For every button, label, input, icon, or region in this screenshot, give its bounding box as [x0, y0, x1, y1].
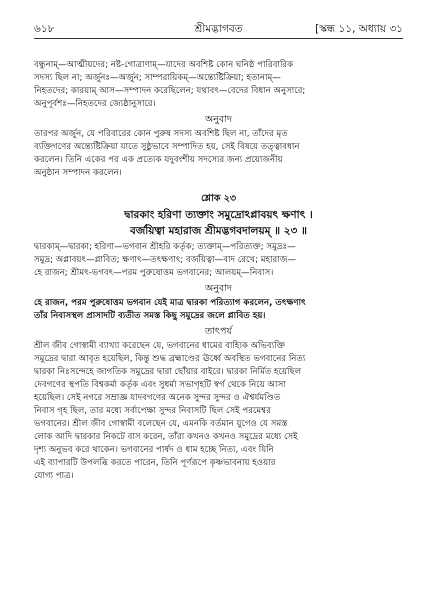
translation-line: ব্যক্তিগণের অন্ত্যেষ্টিক্রিয়া যাতে সুষ্ঠুভাবে সম্পাদিত হয়, সেই বিষয়ে তত্ত্বাবধান: [34, 142, 300, 152]
canto-chapter-label: [স্কন্ধ ১১, অধ্যায় ৩১: [315, 23, 403, 35]
verse-number: শ্লোক ২৩: [200, 193, 237, 204]
synonyms-line: সদস্য ছিল না; অর্জুনঃ—অর্জুন; সাম্পরায়িকম্—অন্ত্যেষ্টিক্রিয়া; হতানাম্—: [34, 73, 281, 83]
purport-line: দেবগণের স্থপতি বিশ্বকর্মা কর্তৃক এবং সুধর্মা সভাগৃহটি স্বর্গ থেকে নিয়ে আসা: [34, 380, 286, 390]
purport-line: লোক আদি দ্বারকার নিকটে বাস করেন, তাঁরা কখনও কখনও সমুদ্রের মধ্যে সেই: [34, 432, 298, 442]
synonyms-section-2: [34, 241, 403, 280]
purport-line: দ্বারকা নিঃসন্দেহে জাগতিক সমুদ্রের দ্বারা ছোঁয়ার বাইরে। দ্বারকা নির্মিত হয়েছিল: [34, 367, 302, 377]
purport-line: যোগ্য পাত্র।: [34, 471, 74, 481]
translation-line: করলেন। তিনি একের পর এক প্রত্যেক যদুবংশীয় সদস্যের জন্য প্রয়োজনীয়: [34, 155, 283, 165]
purport-line: সমুদ্রের দ্বারা আবৃত হয়েছিল, কিন্তু শুদ্ধ ব্রহ্মাণ্ডের ঊর্ধ্বে অবস্থিত ভগবানের নিত্য: [34, 354, 306, 364]
verse-line: বর্জয়িত্বা মহারাজ শ্রীমদ্ভগবদালয়ম্ ॥ ২৩ ॥: [130, 225, 307, 237]
translation-line: তারপর অর্জুন, যে পরিবারের কোন পুরুষ সদস্য অবশিষ্ট ছিল না, তাঁদের মৃত: [34, 129, 288, 139]
translation-section-1: [34, 128, 403, 180]
synonyms-line: অনুপূর্বশঃ—নিহতদের জ্যেষ্ঠানুসারে।: [34, 99, 156, 109]
translation-heading: অনুবাদ: [205, 114, 232, 125]
purport-line: শ্রীল জীব গোস্বামী ব্যাখ্যা করেছেন যে, ভগবানের ধামের বাহ্যিক অভিব্যক্তি: [34, 341, 285, 351]
book-title: শ্রীমদ্ভাগবত: [194, 23, 243, 35]
purport-line: এই ব্যাপারটি উপলব্ধি করতে পারেন, তিনি পূর্ণরূপে কৃষ্ণভাবনায় হওয়ার: [34, 458, 276, 468]
synonyms-line: সমুদ্র; অপ্লাবয়ৎ—প্লাবিত; ক্ষণাৎ—তৎক্ষণাৎ; বর্জয়িত্বা—বাদ রেখে; মহারাজ—: [34, 255, 296, 265]
verse-text: [34, 207, 403, 239]
synonyms-line: দ্বারকাম্—দ্বারকা; হরিণা—ভগবান শ্রীহরি কর্তৃক; ত্যক্তাম্—পরিত্যক্ত; সমুদ্রঃ—: [34, 242, 296, 252]
translation-line: হে রাজন, পরম পুরুষোত্তম ভগবান যেই মাত্র দ্বারকা পরিত্যাগ করলেন, তৎক্ষণাৎ: [34, 298, 306, 308]
translation-heading: অনুবাদ: [205, 283, 232, 294]
synonyms-line: নিহতদের; কারয়াম্ আস—সম্পাদন করেছিলেন; যথাবৎ—বেদের বিধান অনুসারে;: [34, 86, 306, 96]
synonyms-line: বন্ধুনাম্—আত্মীয়দের; নষ্ট-গোত্রাণাম্—যাদের অবশিষ্ট কোন ঘনিষ্ঠ পারিবারিক: [34, 60, 294, 70]
purport-line: ভগবানের। শ্রীল জীব গোস্বামী বলেছেন যে, এমনকি বর্তমান যুগেও যে সমস্ত: [34, 419, 288, 429]
translation-line: তাঁর নিবাসস্থল প্রাসাদটি ব্যতীত সমস্ত কিছু সমুদ্রের জলে প্লাবিত হয়।: [34, 311, 266, 321]
purport-heading: তাৎপর্য: [205, 326, 232, 337]
synonyms-line: হে রাজন; শ্রীমৎ-ভগবৎ—পরম পুরুষোত্তম ভগবানের; আলয়ম্—নিবাস।: [34, 268, 274, 278]
purport-section: [34, 340, 403, 483]
translation-section-2: [34, 297, 403, 323]
purport-line: হয়েছিল। সেই নগরে সম্রাজ্ঞ যাদবগণের অনেক সুন্দর সুন্দর ও ঐশ্বর্যমণ্ডিত: [34, 393, 281, 403]
translation-line: অনুষ্ঠান সম্পাদন করলেন।: [34, 168, 122, 178]
synonyms-section-1: [34, 59, 403, 111]
purport-line: নিবাস গৃহ ছিল, তার মধ্যে সর্বাপেক্ষা সুন্দর নিবাসটি ছিল সেই পরমেশ্বর: [34, 406, 271, 416]
purport-line: দৃশ্য অনুভব করে থাকেন। ভগবানের পার্ষদ ও ধাম হচ্ছে নিত্য, এবং যিনি: [34, 445, 274, 455]
verse-line: দ্বারকাং হরিণা ত্যক্তাং সমুদ্রোঽপ্লাবয়ৎ ক্ষণাৎ ।: [124, 209, 313, 221]
page-number: ৬১৮: [34, 23, 55, 35]
page-header: [34, 22, 403, 39]
